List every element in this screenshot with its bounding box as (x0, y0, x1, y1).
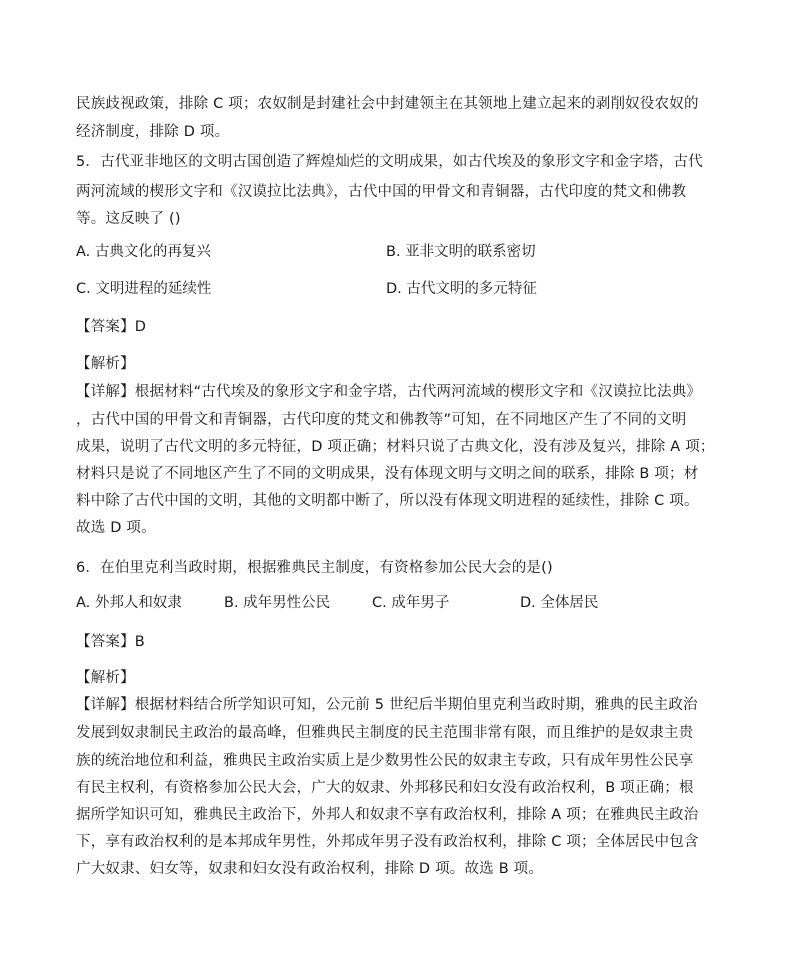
q6-detail-line-1: 【详解】根据材料结合所学知识可知，公元前 5 世纪后半期伯里克利当政时期，雅典的民主政治 (76, 697, 698, 713)
q5-stem-line-2: 两河流域的楔形文字和《汉谟拉比法典》，古代中国的甲骨文和青铜器，古代印度的梵文和佛教 (76, 184, 687, 200)
q6-option-a: A. 外邦人和奴隶 (76, 595, 182, 611)
q5-detail-line-4: 材料只是说了不同地区产生了不同的文明成果，没有体现文明与文明之间的联系，排除 B 项；材 (76, 466, 699, 482)
q5-detail-line-1: 【详解】根据材料“古代埃及的象形文字和金字塔，古代两河流域的楔形文字和《汉谟拉比法典》 (76, 384, 702, 400)
q5-detail-line-6: 故选 D 项。 (76, 520, 156, 536)
q5-stem-line-3: 等。这反映了 () (76, 211, 181, 227)
q6-analysis-label: 【解析】 (76, 670, 135, 686)
q5-analysis-label: 【解析】 (76, 356, 135, 372)
q6-option-d: D. 全体居民 (520, 595, 599, 611)
prev-analysis-line-2: 经济制度，排除 D 项。 (76, 124, 230, 140)
q6-answer: 【答案】B (76, 634, 145, 650)
q6-detail-line-5: 据所学知识可知，雅典民主政治下，外邦人和奴隶不享有政治权利，排除 A 项；在雅典民主政治 (76, 807, 699, 823)
q5-detail-line-2: ，古代中国的甲骨文和青铜器，古代印度的梵文和佛教等”可知，在不同地区产生了不同的文明 (76, 412, 687, 428)
q6-stem: 6．在伯里克利当政时期，根据雅典民主制度，有资格参加公民大会的是() (76, 560, 553, 576)
q5-option-c: C. 文明进程的延续性 (76, 281, 212, 297)
q6-option-b: B. 成年男性公民 (224, 595, 331, 611)
q6-detail-line-7: 广大奴隶、妇女等，奴隶和妇女没有政治权利，排除 D 项。故选 B 项。 (76, 861, 544, 877)
q6-detail-line-6: 下，享有政治权利的是本邦成年男性，外邦成年男子没有政治权利，排除 C 项；全体居民中包含 (76, 834, 699, 850)
prev-analysis-line-1: 民族歧视政策，排除 C 项；农奴制是封建社会中封建领主在其领地上建立起来的剥削奴役农奴的 (76, 96, 699, 112)
q6-detail-line-3: 族的统治地位和利益，雅典民主政治实质上是少数男性公民的奴隶主专政，只有成年男性公民享 (76, 753, 694, 769)
q5-option-d: D. 古代文明的多元特征 (386, 281, 537, 297)
q5-answer: 【答案】D (76, 319, 147, 335)
q6-detail-line-2: 发展到奴隶制民主政治的最高峰，但雅典民主制度的民主范围非常有限，而且维护的是奴隶主贵 (76, 725, 694, 741)
q5-detail-line-3: 成果，说明了古代文明的多元特征，D 项正确；材料只说了古典文化，没有涉及复兴，排除 A 项； (76, 439, 715, 455)
q5-detail-line-5: 料中除了古代中国的文明，其他的文明都中断了，所以没有体现文明进程的延续性，排除 C 项。 (76, 493, 699, 509)
q6-option-c: C. 成年男子 (372, 595, 450, 611)
q5-stem-line-1: 5．古代亚非地区的文明古国创造了辉煌灿烂的文明成果，如古代埃及的象形文字和金字塔，古代 (76, 154, 703, 170)
q6-detail-line-4: 有民主权利，有资格参加公民大会，广大的奴隶、外邦移民和妇女没有政治权利，B 项正确；根 (76, 780, 694, 796)
q5-option-a: A. 古典文化的再复兴 (76, 244, 211, 260)
q5-option-b: B. 亚非文明的联系密切 (386, 244, 536, 260)
